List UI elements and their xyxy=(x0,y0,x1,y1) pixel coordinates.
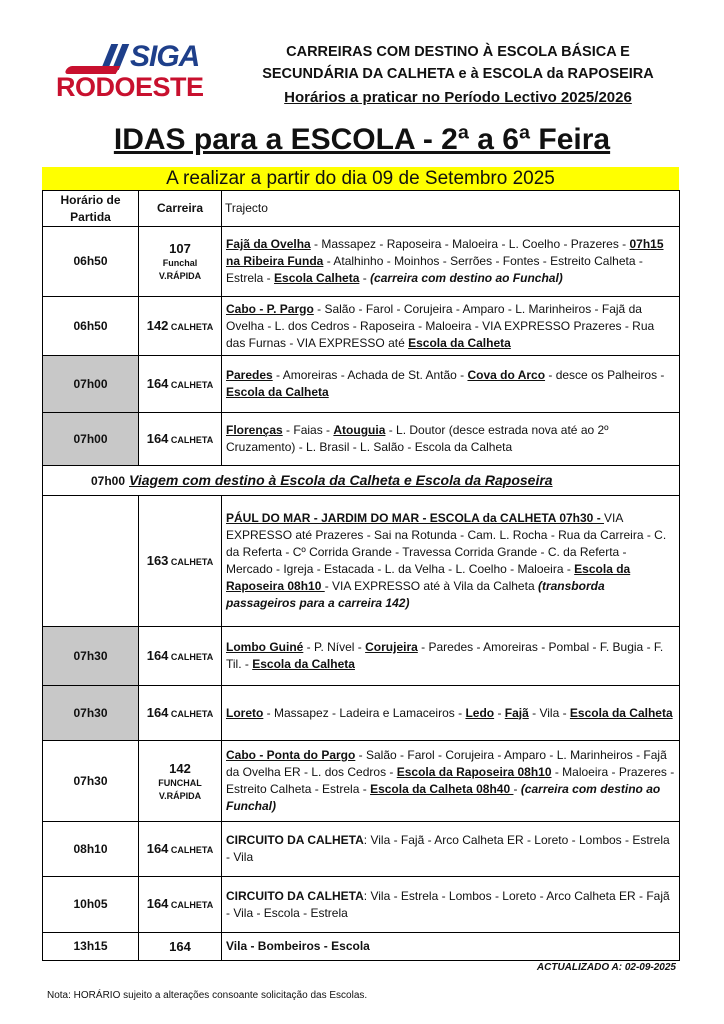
route-path xyxy=(222,496,680,627)
route-path-segment: - Atalhinho - Moinhos - Serrões - Fontes - Estreito Calheta - Estrela - xyxy=(226,254,643,285)
schedule-table xyxy=(42,190,680,961)
departure-time: 13h15 xyxy=(43,933,139,961)
route-path xyxy=(222,627,680,686)
route-number: 163 xyxy=(146,552,169,568)
departure-time: 07h30 xyxy=(43,741,139,822)
route-subtitle: V.RÁPIDA xyxy=(158,271,202,281)
logo-siga-text: SIGA xyxy=(130,40,200,73)
route-path-segment: Escola Calheta xyxy=(274,271,360,285)
schedule-row xyxy=(43,877,680,933)
route-number: 164 xyxy=(169,938,191,954)
route-subtitle: CALHETA xyxy=(168,379,214,390)
departure-time: 06h50 xyxy=(43,227,139,297)
route-path xyxy=(222,822,680,877)
route-subtitle: CALHETA xyxy=(168,556,214,567)
route-path xyxy=(222,413,680,466)
route-path-segment: Cabo - Ponta do Pargo xyxy=(226,748,356,762)
route-cell xyxy=(139,227,222,297)
departure-time xyxy=(43,496,139,627)
route-path-segment: : Vila - Estrela - Lombos - Loreto - Arco Calheta ER - Fajã - Vila - Escola - Estrela xyxy=(226,888,670,920)
route-number: 107 xyxy=(169,241,191,256)
route-path-segment: - Paredes - Amoreiras - Pombal - F. Bugia - F. Til. - xyxy=(226,640,664,671)
schedule-row xyxy=(43,741,680,822)
route-path-segment: : Vila - Fajã - Arco Calheta ER - Loreto - Lombos - Estrela - Vila xyxy=(226,833,670,864)
route-path-segment: Loreto xyxy=(226,705,264,720)
route-path xyxy=(222,227,680,297)
page-title: IDAS para a ESCOLA - 2ª a 6ª Feira xyxy=(113,123,611,156)
table-header-row xyxy=(43,191,680,227)
departure-time: 07h00 xyxy=(43,356,139,413)
route-path-segment: - Massapez - Raposeira - Maloeira - L. Coelho - Prazeres - xyxy=(310,237,630,251)
route-number: 164 xyxy=(146,840,169,856)
route-path-segment: - Salão - Farol - Corujeira - Amparo - L. Marinheiros - Fajã da Ovelha - L. dos Cedros - Raposeira - Maloeira - VIA EXPRESSO Prazeres - Rua das Furnas - VIA EXPRESSO até xyxy=(226,301,655,350)
schedule-row xyxy=(43,227,680,297)
header-time: Horário de Partida xyxy=(43,191,139,227)
route-cell xyxy=(139,877,222,933)
route-path-segment: Escola da Calheta xyxy=(569,705,673,720)
route-path-segment: 07h15 na Ribeira Funda xyxy=(226,237,664,268)
route-path-segment: VIA EXPRESSO até Prazeres - Sai na Rotunda - Cam. L. Rocha - Rua da Carreira - C. da Referta - Cº Corrida Grande - Travessa Corrida Grande - C. da Referta - Mercado - Igreja - Estacada - L. da Velha - L. Coelho - Maloeira - xyxy=(226,511,667,576)
route-cell xyxy=(139,627,222,686)
route-path-segment: Cabo - P. Pargo xyxy=(226,301,314,316)
route-path-segment: - desce os Palheiros - xyxy=(545,368,665,382)
route-path-segment: Paredes xyxy=(226,368,273,382)
special-trip-row xyxy=(43,466,680,496)
departure-time: 07h00 xyxy=(43,413,139,466)
route-number: 164 xyxy=(146,704,169,720)
route-cell xyxy=(139,741,222,822)
route-subtitle: CALHETA xyxy=(168,651,214,662)
start-date-banner: A realizar a partir do dia 09 de Setembro 2025 xyxy=(42,167,679,190)
route-subtitle: CALHETA xyxy=(168,708,214,719)
header-line-1: CARREIRAS COM DESTINO À ESCOLA BÁSICA E xyxy=(286,44,630,60)
header-route: Carreira xyxy=(139,191,222,227)
route-path xyxy=(222,356,680,413)
route-path-segment: Escola da Calheta 08h40 xyxy=(370,782,514,796)
route-path-segment: CIRCUITO DA CALHETA xyxy=(226,833,364,847)
route-subtitle: CALHETA xyxy=(168,434,214,445)
route-path-segment: - Faias - xyxy=(282,423,334,437)
updated-date: ACTUALIZADO A: 02-09-2025 xyxy=(536,962,676,973)
route-cell xyxy=(139,822,222,877)
route-cell xyxy=(139,686,222,741)
header-line-3: Horários a praticar no Período Lectivo 2025/2026 xyxy=(284,89,632,106)
departure-time: 10h05 xyxy=(43,877,139,933)
schedule-row xyxy=(43,933,680,961)
route-path-segment: Corujeira xyxy=(365,640,418,654)
route-path-segment: - xyxy=(513,782,521,796)
route-subtitle: CALHETA xyxy=(168,321,214,332)
route-path-segment: Fajã xyxy=(504,705,529,720)
route-number: 164 xyxy=(146,375,169,391)
schedule-row xyxy=(43,822,680,877)
route-path-segment: CIRCUITO DA CALHETA xyxy=(226,888,364,903)
route-path-segment: - Amoreiras - Achada de St. Antão - xyxy=(272,368,468,382)
route-path-segment: - Massapez - Ladeira e Lamaceiros - xyxy=(263,705,466,720)
route-subtitle: Funchal xyxy=(162,258,198,268)
logo-rodoeste-text: RODOESTE xyxy=(56,72,204,102)
schedule-row xyxy=(43,496,680,627)
footnote: Nota: HORÁRIO sujeito a alterações consoante solicitação das Escolas. xyxy=(47,990,368,1001)
route-path-segment: - L. Doutor (desce estrada nova até ao 2º Cruzamento) - L. Brasil - L. Salão - Escola da Calheta xyxy=(226,423,609,454)
route-number: 142 xyxy=(169,760,191,776)
route-path-segment: Escola da Calheta xyxy=(408,335,511,350)
route-path-segment: - Maloeira - Prazeres - Estreito Calheta - Estrela - xyxy=(226,765,675,796)
route-path-segment: PÁUL DO MAR - JARDIM DO MAR - ESCOLA da CALHETA 07h30 - xyxy=(226,511,605,525)
header-path: Trajecto xyxy=(222,191,680,227)
schedule-row xyxy=(43,297,680,356)
route-path-segment: Escola da Raposeira 08h10 xyxy=(396,765,552,779)
route-cell xyxy=(139,933,222,961)
route-subtitle: CALHETA xyxy=(168,844,214,855)
special-trip-description: Viagem com destino à Escola da Calheta e Escola da Raposeira xyxy=(129,471,553,488)
route-cell xyxy=(139,297,222,356)
route-path-segment: - xyxy=(359,271,371,285)
route-cell xyxy=(139,496,222,627)
route-path-segment: - Salão - Farol - Corujeira - Amparo - L. Marinheiros - Fajã da Ovelha ER - L. dos Cedros - xyxy=(226,748,667,779)
schedule-row xyxy=(43,686,680,741)
route-subtitle: CALHETA xyxy=(168,900,214,910)
route-path-segment: - VIA EXPRESSO até à Vila da Calheta xyxy=(324,579,538,593)
route-cell xyxy=(139,413,222,466)
route-path-segment: - Vila - xyxy=(528,705,570,720)
route-subtitle: V.RÁPIDA xyxy=(158,790,202,801)
route-path-segment: Ledo xyxy=(465,705,495,720)
departure-time: 06h50 xyxy=(43,297,139,356)
special-trip-time: 07h00 xyxy=(91,473,126,488)
schedule-row xyxy=(43,413,680,466)
route-path-segment: (carreira com destino ao Funchal) xyxy=(226,782,661,813)
schedule-row xyxy=(43,356,680,413)
route-path-segment: (transborda passageiros para a carreira 142) xyxy=(226,579,605,610)
route-path xyxy=(222,686,680,741)
route-path-segment: - P. Nível - xyxy=(303,640,366,654)
route-path-segment: (carreira com destino ao Funchal) xyxy=(370,271,563,285)
departure-time: 08h10 xyxy=(43,822,139,877)
route-path-segment: Atouguia xyxy=(333,423,386,437)
departure-time: 07h30 xyxy=(43,627,139,686)
route-path-segment: Escola da Calheta xyxy=(252,657,355,671)
siga-rodoeste-logo xyxy=(56,42,216,104)
route-path xyxy=(222,933,680,961)
header-line-2: SECUNDÁRIA DA CALHETA e à ESCOLA da RAPOSEIRA xyxy=(262,66,654,82)
route-path-segment: Fajã da Ovelha xyxy=(226,237,311,251)
route-number: 164 xyxy=(146,896,169,911)
route-path xyxy=(222,741,680,822)
route-subtitle: FUNCHAL xyxy=(158,777,202,788)
route-path-segment: Florenças xyxy=(226,423,283,437)
route-path xyxy=(222,297,680,356)
route-path-segment: Cova do Arco xyxy=(467,368,546,382)
route-path-segment: Escola da Raposeira 08h10 xyxy=(226,562,631,593)
route-number: 164 xyxy=(146,430,169,446)
schedule-row xyxy=(43,627,680,686)
route-path xyxy=(222,877,680,933)
route-cell xyxy=(139,356,222,413)
route-path-segment: Vila - Bombeiros - Escola xyxy=(226,939,370,953)
route-path-segment: - xyxy=(494,705,505,720)
schedule-row xyxy=(43,466,680,496)
route-path-segment: Escola da Calheta xyxy=(226,385,329,399)
route-number: 142 xyxy=(146,317,169,333)
route-number: 164 xyxy=(146,647,169,663)
route-path-segment: Lombo Guiné xyxy=(226,640,304,654)
departure-time: 07h30 xyxy=(43,686,139,741)
